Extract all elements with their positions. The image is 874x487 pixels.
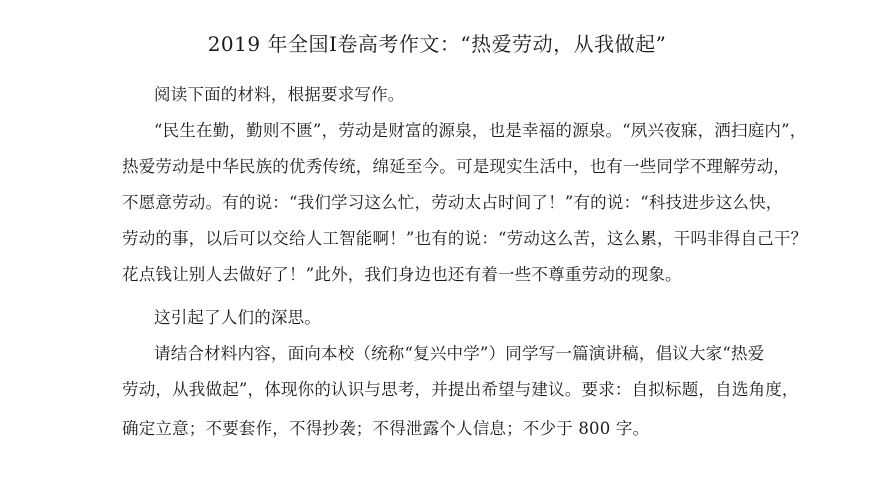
paragraph-line: 劳动的事，以后可以交给人工智能啊！”也有的说：“劳动这么苦，这么累，干吗非得自己干？ — [122, 229, 808, 248]
paragraph-line: 不愿意劳动。有的说：“我们学习这么忙，劳动太占时间了！”有的说：“科技进步这么快， — [122, 193, 783, 212]
document-title: 2019 年全国Ⅰ卷高考作文：“热爱劳动，从我做起” — [207, 32, 667, 56]
paragraph-line: 请结合材料内容，面向本校（统称“复兴中学”）同学写一篇演讲稿，倡议大家“热爱 — [154, 344, 765, 363]
paragraph-line: 热爱劳动是中华民族的优秀传统，绵延至今。可是现实生活中，也有一些同学不理解劳动， — [122, 157, 790, 176]
paragraph-line: 这引起了人们的深思。 — [154, 308, 321, 327]
paragraph-line: 阅读下面的材料，根据要求写作。 — [154, 85, 405, 104]
paragraph-line: 劳动，从我做起”，体现你的认识与思考，并提出希望与建议。要求：自拟标题，自选角度， — [122, 380, 799, 399]
paragraph-line: 确定立意；不要套作，不得抄袭；不得泄露个人信息；不少于 800 字。 — [122, 419, 650, 438]
paragraph-line: 花点钱让别人去做好了！”此外，我们身边也还有着一些不尊重劳动的现象。 — [122, 265, 682, 284]
paragraph-line: “民生在勤，勤则不匮”，劳动是财富的源泉，也是幸福的源泉。“夙兴夜寐，洒扫庭内”， — [154, 121, 807, 140]
